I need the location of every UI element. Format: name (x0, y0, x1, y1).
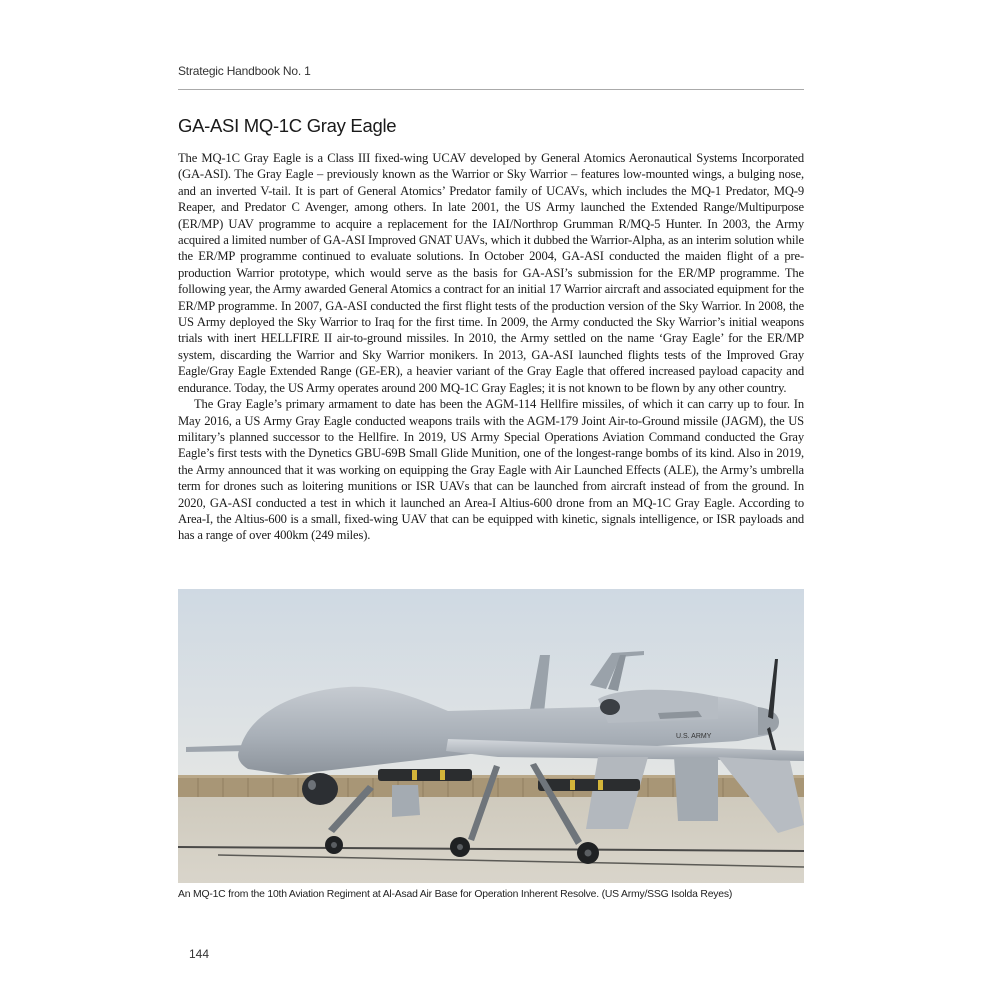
drone-photo (178, 589, 804, 883)
article-title: GA-ASI MQ-1C Gray Eagle (178, 115, 397, 136)
paragraph-2: The Gray Eagle’s primary armament to date has been the AGM-114 Hellfire missiles, of which it can carry up to four. In May 2016, a US Army Gray Eagle conducted weapons trails with the AGM-179 Joint Air-to-Ground missile (JAGM), the US military’s planned successor to the Hellfire. In 2019, US Army Special Operations Aviation Command conducted the Gray Eagle’s first tests with the Dynetics GBU-69B Small Glide Munition, one of the longest-range bombs of its kind. Also in 2019, the Army announced that it was working on equipping the Gray Eagle with Air Launched Effects (ALE), the Army’s umbrella term for drones such as loitering munitions or ISR UAVs that can be launched from aircraft instead of from the ground. In 2020, GA-ASI conducted a test in which it launched an Area-I Altius-600 drone from an MQ-1C Gray Eagle. According to Area-I, the Altius-600 is a small, fixed-wing UAV that can be equipped with kinetic, signals intelligence, or ISR payloads and has a range of over 400km (249 miles). (178, 397, 804, 543)
page-number: 144 (189, 947, 210, 961)
figure-caption: An MQ-1C from the 10th Aviation Regiment at Al-Asad Air Base for Operation Inherent Resolve. (US Army/SSG Isolda Reyes) (178, 889, 733, 900)
article-body (178, 150, 804, 544)
paragraph-1: The MQ-1C Gray Eagle is a Class III fixed-wing UCAV developed by General Atomics Aeronautical Systems Incorporated (GA-ASI). The Gray Eagle – previously known as the Warrior or Sky Warrior – features low-mounted wings, a bulging nose, and an inverted V-tail. It is part of General Atomics’ Predator family of UCAVs, which includes the MQ-1 Predator, MQ-9 Reaper, and Predator C Avenger, among others. In late 2001, the US Army launched the Extended Range/Multipurpose (ER/MP) UAV programme to acquire a replacement for the IAI/Northrop Grumman R/MQ-5 Hunter. In 2003, the Army acquired a limited number of GA-ASI Improved GNAT UAVs, which it dubbed the Warrior-Alpha, as an interim solution while the ER/MP programme continued to evaluate solutions. In October 2004, GA-ASI conducted the maiden flight of a pre-production Warrior prototype, which would serve as the basis for GA-ASI’s submission for the ER/MP programme. The following year, the Army awarded General Atomics a contract for an initial 17 Warrior aircraft and associated equipment for the ER/MP programme. In 2007, GA-ASI conducted the first flight tests of the production version of the Sky Warrior. In 2008, the US Army deployed the Sky Warrior to Iraq for the first time. In 2009, the Army conducted the Sky Warrior’s initial weapons trials with inert HELLFIRE II air-to-ground missiles. In 2010, the Army settled on the name ‘Gray Eagle’ for the ER/MP system, discarding the Warrior and Sky Warrior monikers. In 2013, GA-ASI launched flights tests of the Improved Gray Eagle/Gray Eagle Extended Range (GE-ER), a heavier variant of the Gray Eagle that offered increased payload capacity and endurance. Today, the US Army operates around 200 MQ-1C Gray Eagles; it is not known to be flown by any other country. (178, 151, 804, 395)
header-rule (178, 89, 804, 90)
running-head: Strategic Handbook No. 1 (178, 64, 311, 78)
svg-text:U.S. ARMY: U.S. ARMY (676, 733, 712, 740)
